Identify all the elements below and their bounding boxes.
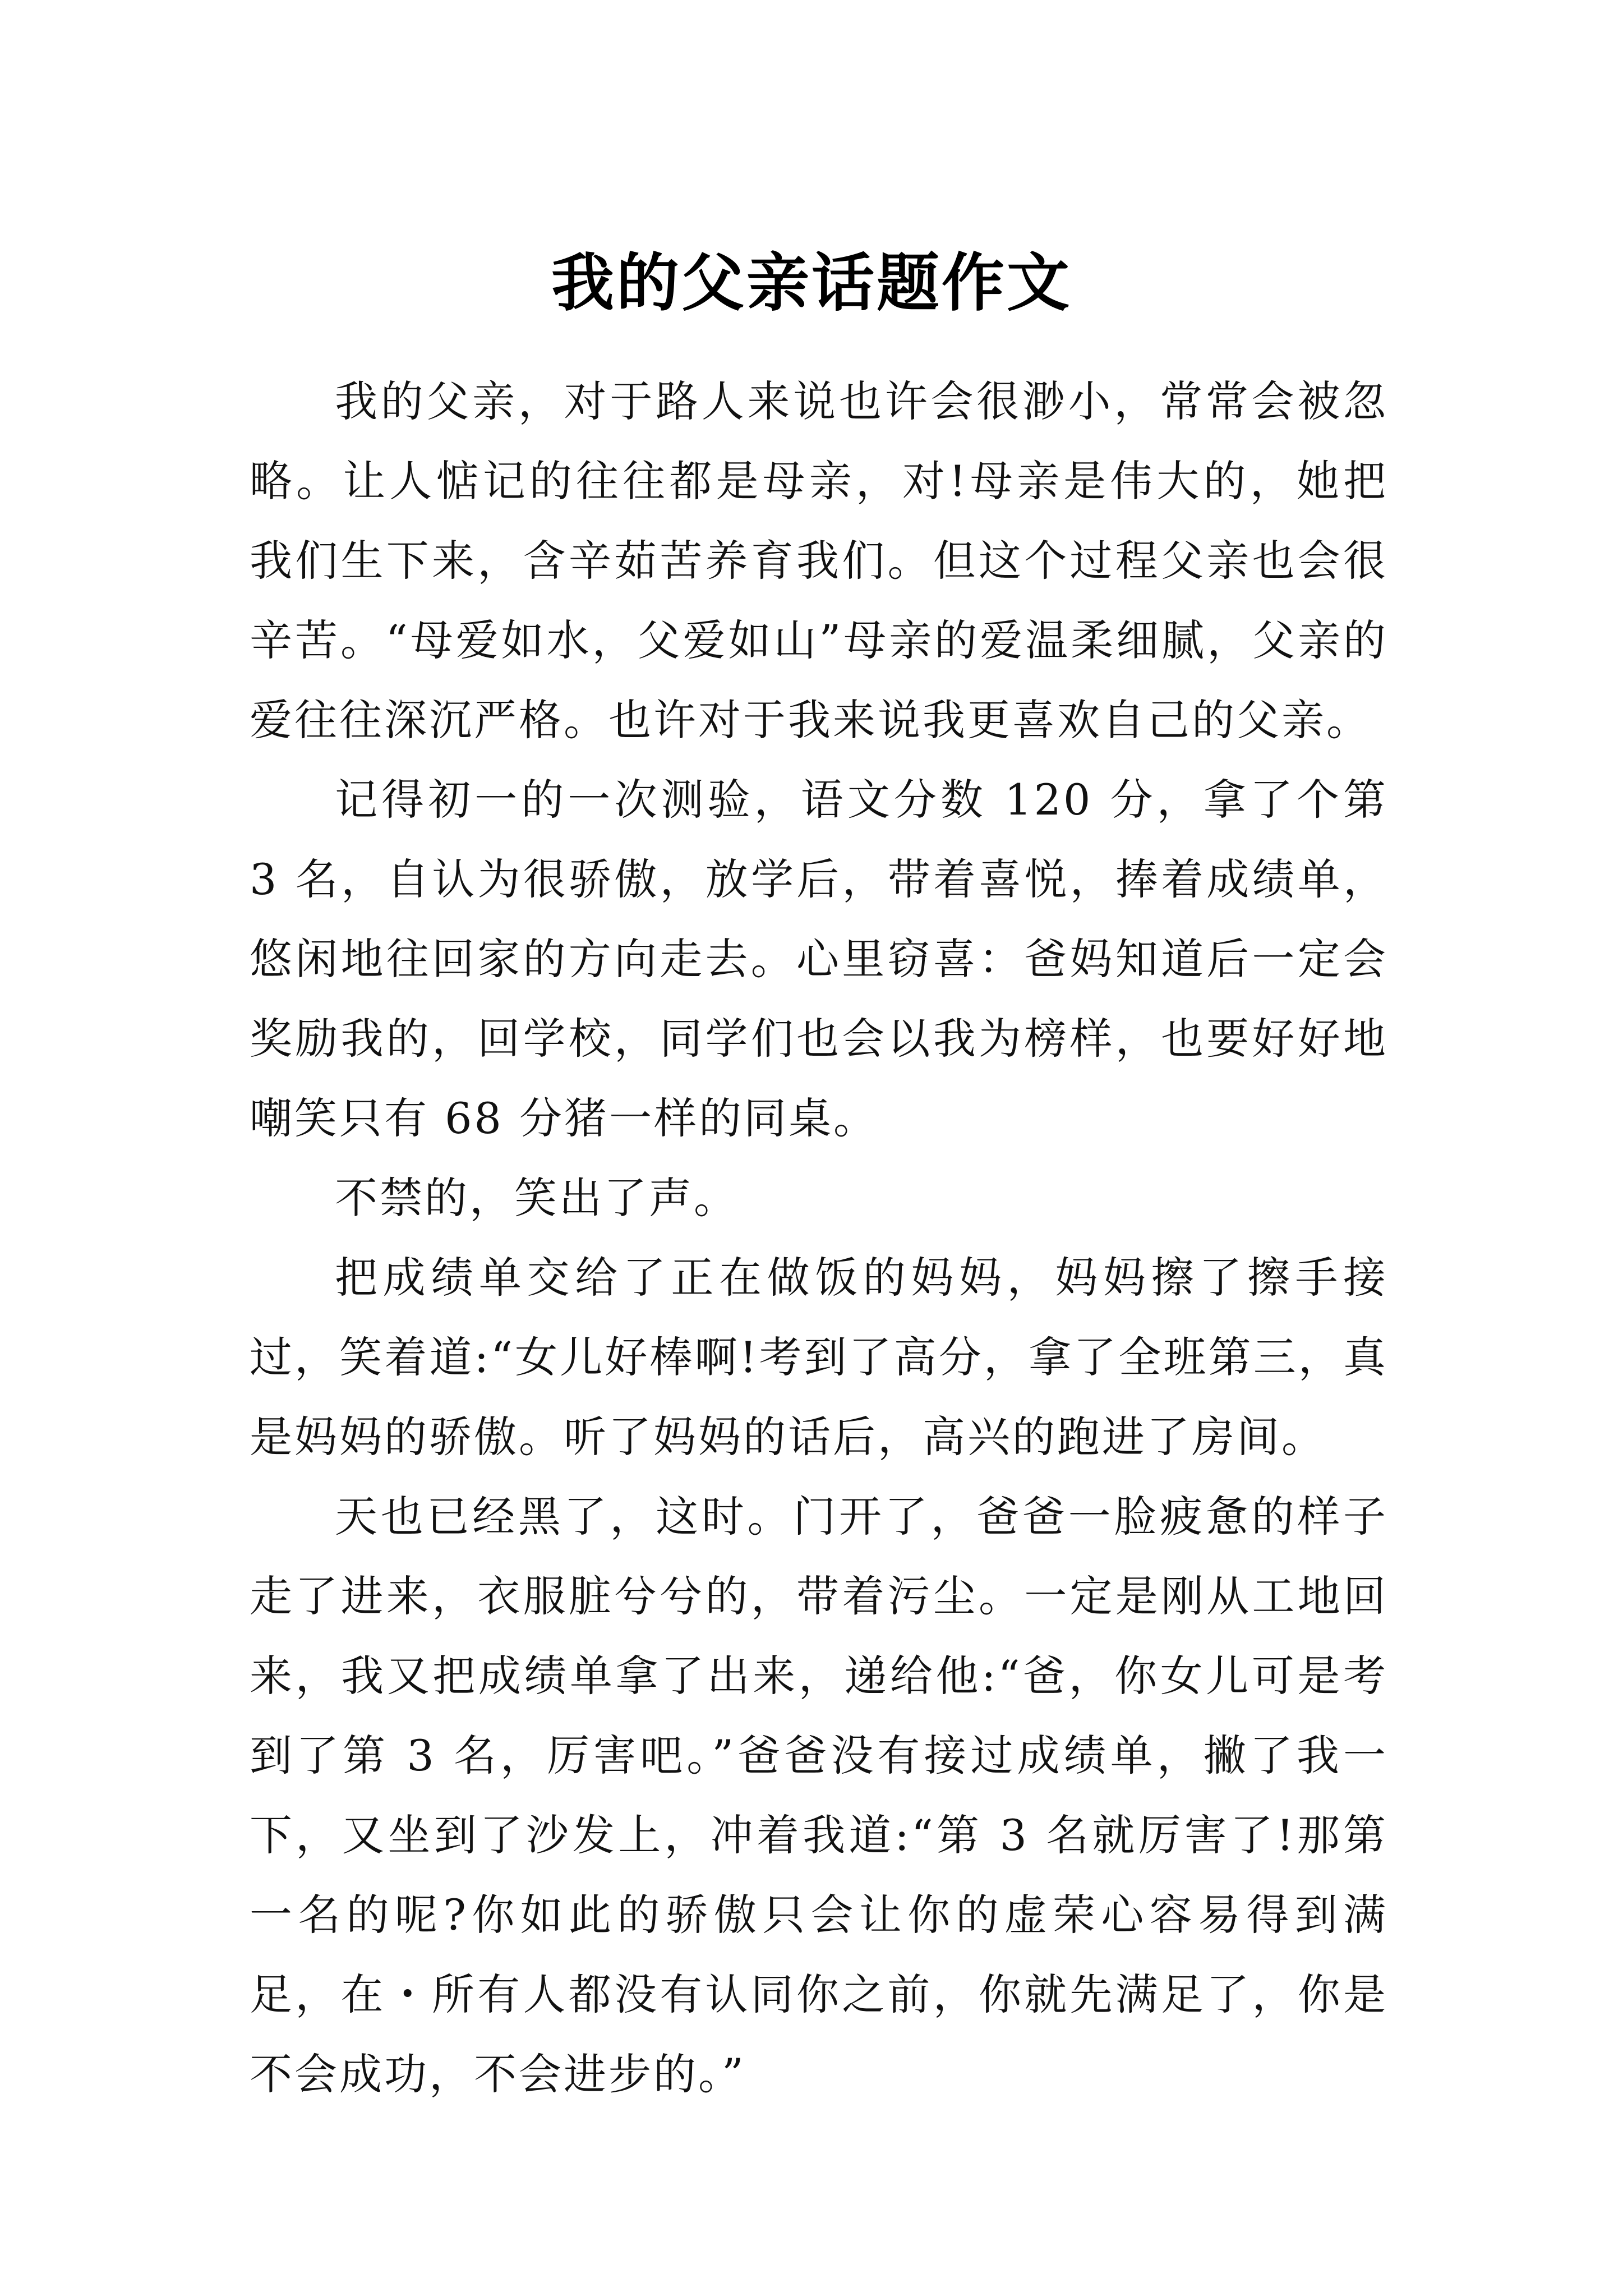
document-body: [250, 362, 1388, 2114]
paragraph: 不禁的，笑出了声。: [335, 1173, 739, 1223]
paragraph: 我的父亲，对于路人来说也许会很渺小，常常会被忽略。让人惦记的往往都是母亲，对!母亲是伟大的，她把我们生下来，含辛茹苦养育我们。但这个过程父亲也会很辛苦。“母爱如水，父爱如山”母亲的爱温柔细腻，父亲的爱往往深沉严格。也许对于我来说我更喜欢自己的父亲。: [250, 376, 1388, 745]
paragraph: 把成绩单交给了正在做饭的妈妈，妈妈擦了擦手接过，笑着道:“女儿好棒啊!考到了高分，拿了全班第三，真是妈妈的骄傲。听了妈妈的话后，高兴的跑进了房间。: [250, 1253, 1388, 1462]
document-title: 我的父亲话题作文: [551, 246, 1072, 320]
paragraph: 天也已经黑了，这时。门开了，爸爸一脸疲惫的样子走了进来，衣服脏兮兮的，带着污尘。一定是刚从工地回来，我又把成绩单拿了出来，递给他:“爸，你女儿可是考到了第 3 名，厉害吧。”爸爸没有接过成绩单，撇了我一下，又坐到了沙发上，冲着我道:“第 3 名就厉害了!那第一名的呢?你如此的骄傲只会让你的虚荣心容易得到满足，在・所有人都没有认同你之前，你就先满足了，你是不会成功，不会进步的。”: [250, 1492, 1388, 2099]
paragraph: 记得初一的一次测验，语文分数 120 分，拿了个第 3 名，自认为很骄傲，放学后，带着喜悦，捧着成绩单，悠闲地往回家的方向走去。心里窃喜：爸妈知道后一定会奖励我的，回学校，同学们也会以我为榜样，也要好好地嘲笑只有 68 分猪一样的同桌。: [250, 775, 1388, 1143]
